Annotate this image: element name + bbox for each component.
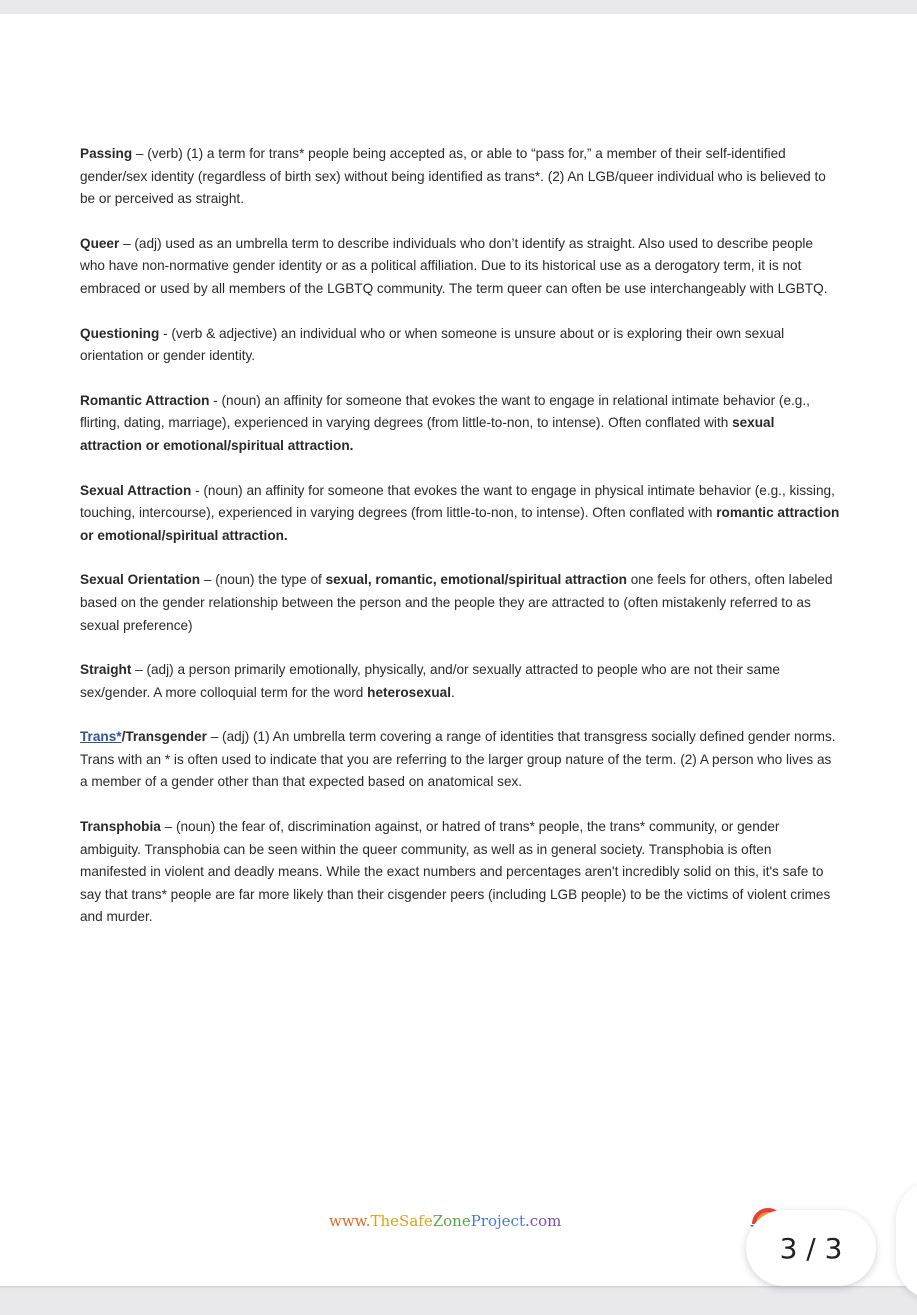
entry-definition: - (noun) an affinity for someone that evokes the want to engage in relational intimate behavior (e.g., flirting, dating, marriage), experienced in varying degrees (from little-to-non, to intense). Often conflated with [80,392,810,431]
entry-sexual-attraction [80,480,840,548]
entry-definition: - (noun) an affinity for someone that evokes the want to engage in physical intimate behavior (e.g., kissing, touching, intercourse), experienced in varying degrees (from little-to-non, to intense). Often conflated with [80,482,835,521]
entry-term: Transphobia [80,819,161,835]
footer-name-project: Project [470,1212,525,1230]
footer-prefix: www. [329,1212,371,1230]
entry-term: Romantic Attraction [80,392,210,408]
entry-passing [80,143,840,211]
entry-term: /Transgender [121,729,207,745]
entry-related-terms: sexual attraction or emotional/spiritual attraction. [80,415,775,453]
entry-questioning [80,323,840,368]
entry-term: Questioning [80,325,160,341]
entry-definition: - (verb & adjective) an individual who or when someone is unsure about or is exploring their own sexual orientation or gender identity. [80,325,785,364]
entry-related-terms: sexual, romantic, emotional/spiritual attraction [325,572,627,588]
entry-term: Passing [80,146,133,161]
entry-definition-rest: one feels for others, often labeled based on the gender relationship between the person and the people they are attracted to (often mistakenly referred to as sexual preference) [80,572,833,633]
entry-queer [80,233,840,301]
entry-related-terms: romantic attraction or emotional/spiritual attraction. [80,505,840,543]
footer-name-safe: TheSafe [370,1212,433,1230]
entry-term: Queer [80,235,120,251]
entry-definition: – (verb) (1) a term for trans* people being accepted as, or able to “pass for,” a member of their self-identified gender/sex identity (regardless of birth sex) without being identified as trans*. (2) An LGB/queer individual who is believed to be or perceived as straight. [80,146,826,207]
footer-suffix: .com [524,1212,562,1230]
entry-term: Sexual Attraction [80,482,192,498]
trans-link[interactable]: Trans* [80,729,122,745]
entry-definition: – (adj) used as an umbrella term to describe individuals who don’t identify as straight. Also used to describe people who have non-normative gender identity or as a political affiliation. Due to its historical use as a derogatory term, it is not embraced or used by all members of the LGBTQ community. The term queer can often be use interchangeably with LGBTQ. [80,235,828,296]
entry-sexual-orientation [80,569,840,637]
entry-straight [80,659,840,704]
glossary-content [80,143,840,951]
entry-term: Sexual Orientation [80,572,201,588]
entry-definition: – (adj) (1) An umbrella term covering a range of identities that transgress socially defined gender norms. Trans with an * is often used to indicate that you are referring to the larger group nature of the term. (2) A person who lives as a member of a gender other than that expected based on anatomical sex. [80,729,836,790]
footer-name-zone: Zone [432,1212,471,1230]
footer-website[interactable] [329,1212,561,1230]
entry-transgender [80,726,840,794]
entry-definition: – (noun) the type of [200,572,326,588]
entry-definition: – (noun) the fear of, discrimination against, or hatred of trans* people, the trans* community, or gender ambiguity. Transphobia can be seen within the queer community, as well as in general society. Transphobia is often manifested in violent and deadly means. While the exact numbers and percentages aren't incredibly solid on this, it's safe to say that trans* people are far more likely than their cisgender peers (including LGB people) to be the victims of violent crimes and murder. [80,819,831,925]
entry-romantic-attraction [80,390,840,458]
entry-term: Straight [80,662,132,678]
document-page [0,14,917,1286]
entry-definition: – (adj) a person primarily emotionally, physically, and/or sexually attracted to people who are not their same sex/gender. A more colloquial term for the word [80,662,780,700]
entry-period: . [451,684,455,700]
entry-transphobia [80,816,840,929]
entry-related-terms: heterosexual [367,684,452,700]
page-indicator: 3 / 3 [746,1210,876,1286]
